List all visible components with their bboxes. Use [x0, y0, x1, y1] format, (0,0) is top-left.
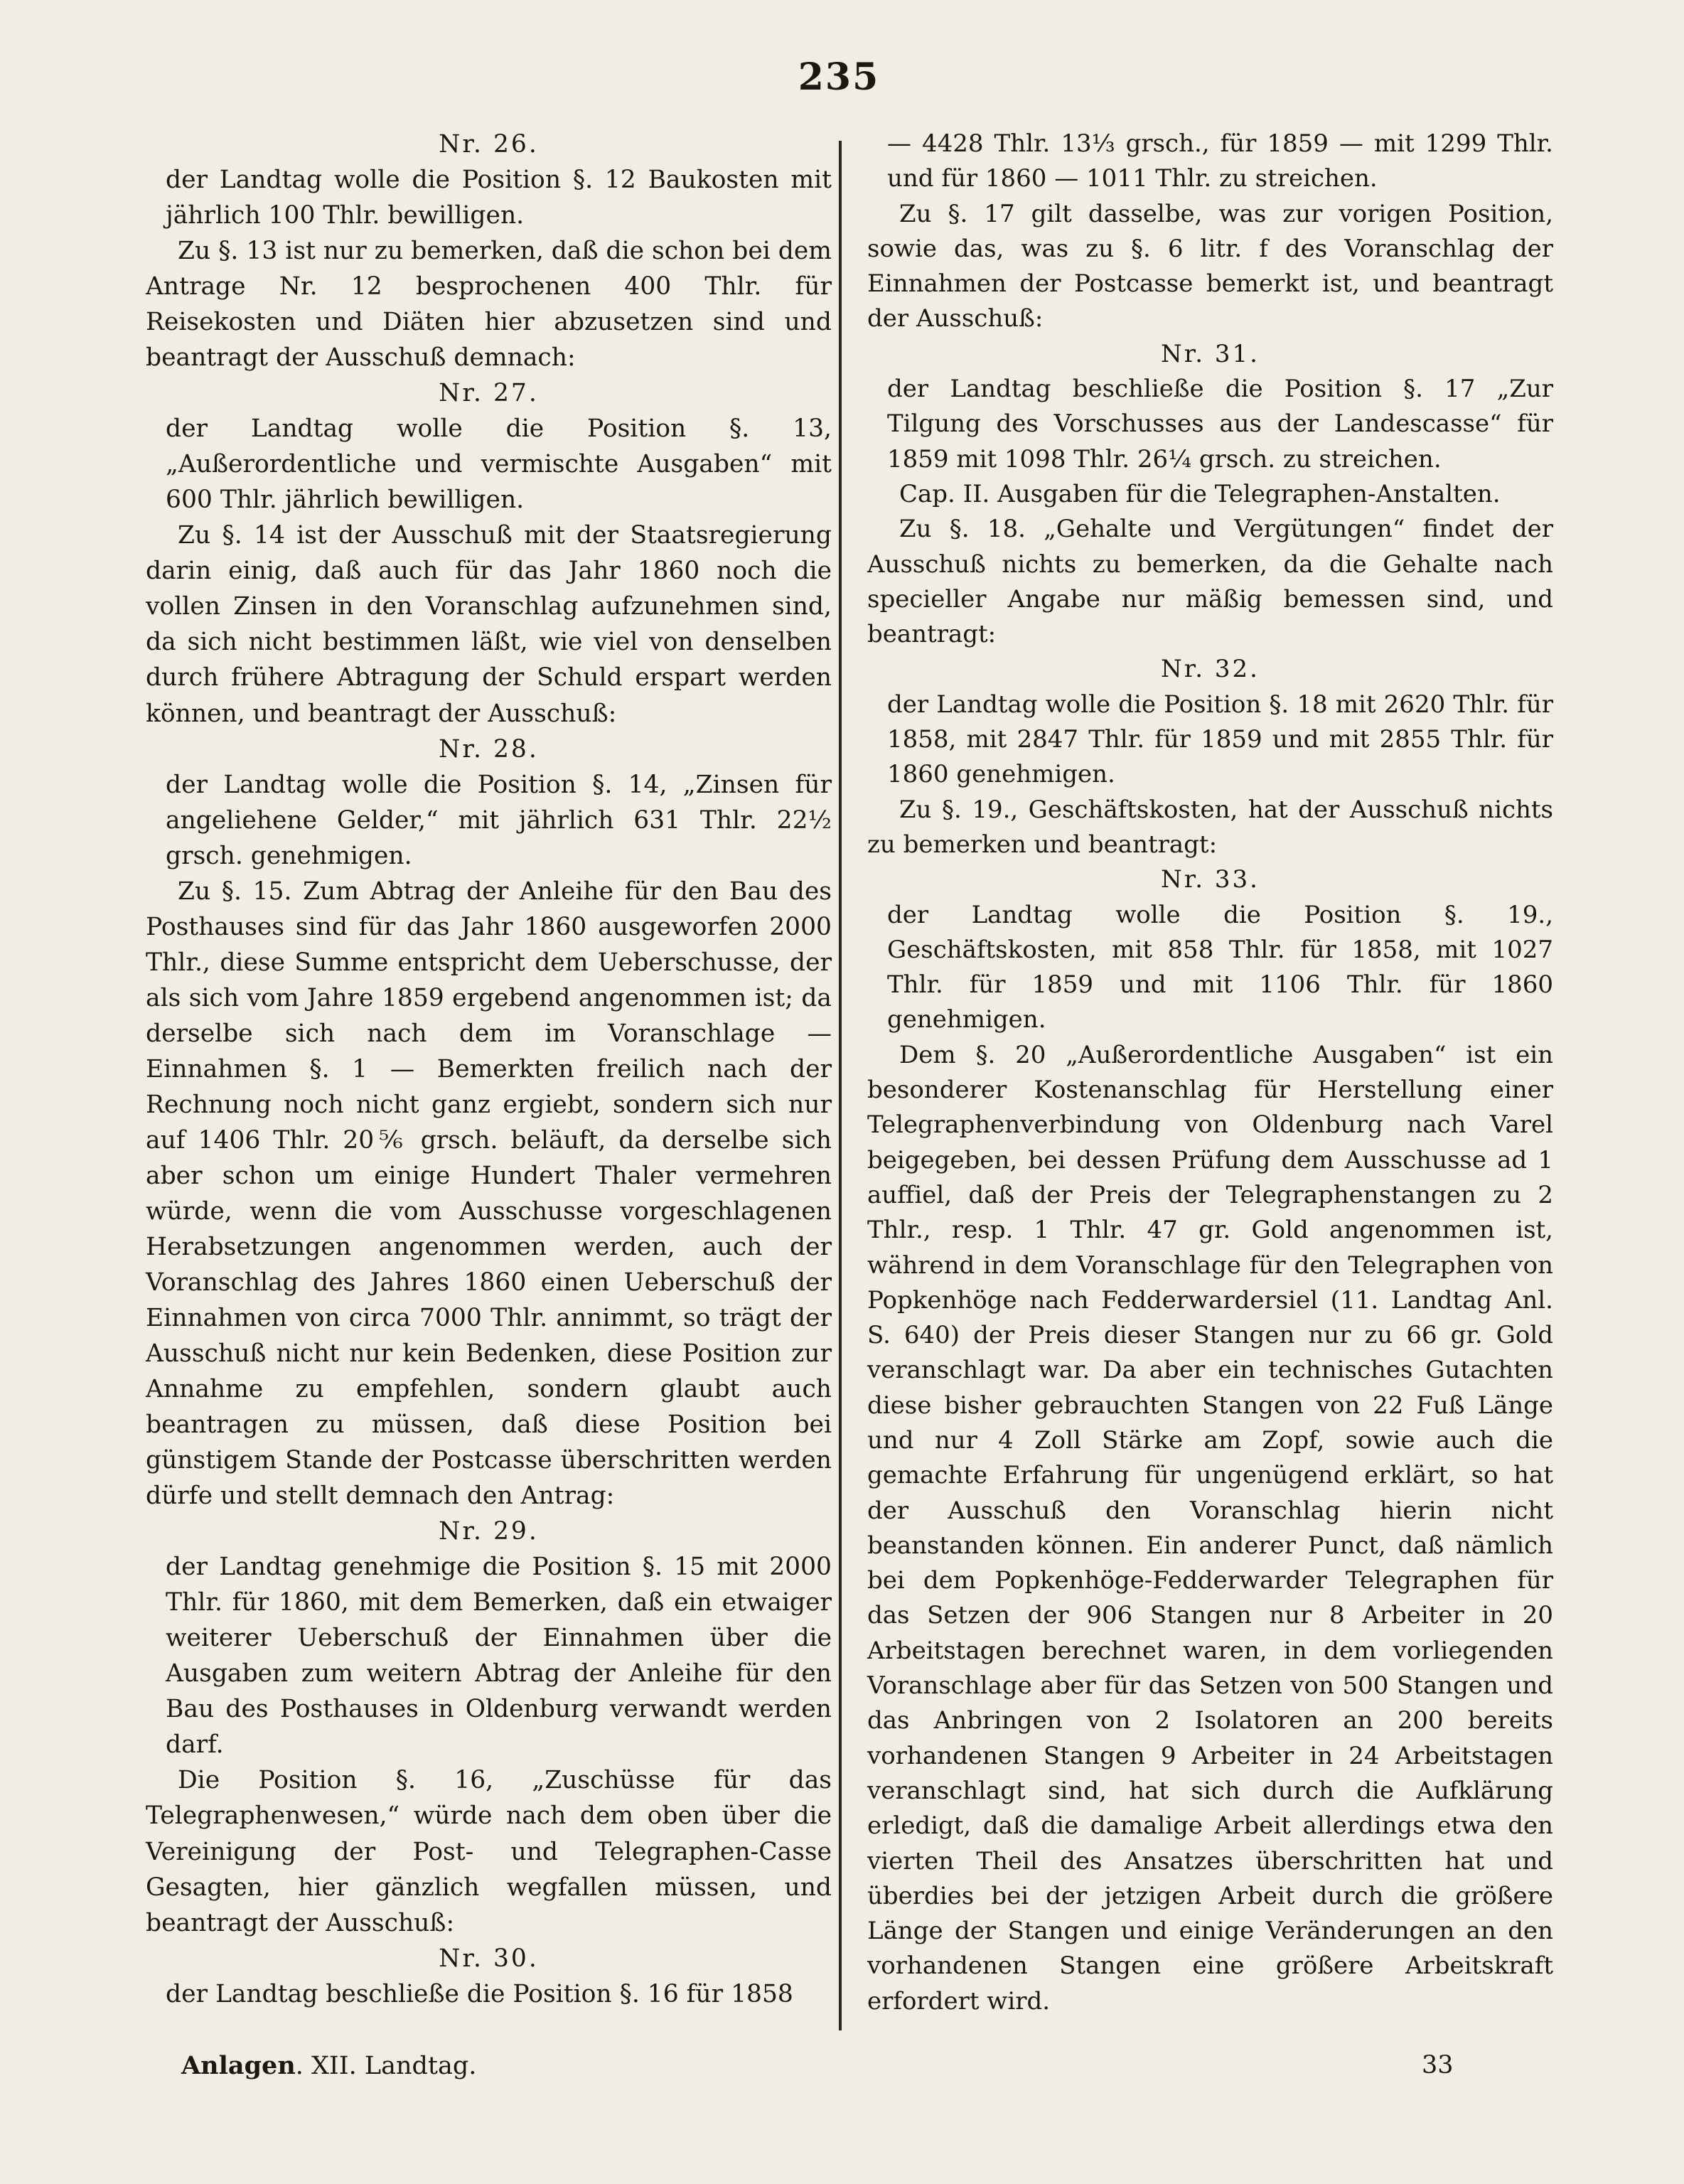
paragraph: Zu §. 14 ist der Ausschuß mit der Staatsregierung darin einig, daß auch für das Jahr 1860 noch die vollen Zinsen in den Voranschlag aufzunehmen sind, da sich nicht bestimmen läßt, wie viel von denselben durch frühere Abtragung der Schuld erspart werden können, und beantragt der Ausschuß:	[146, 521, 832, 728]
motion-number-heading: Nr. 28.	[439, 734, 539, 764]
paragraph: Cap. II. Ausgaben für die Telegraphen-Anstalten.	[899, 479, 1501, 508]
motion-number-heading: Nr. 31.	[1161, 339, 1260, 368]
paragraph: Zu §. 17 gilt dasselbe, was zur vorigen Position, sowie das, was zu §. 6 litr. f des Voranschlag der Einnahmen der Postcasse bemerkt ist, und beantragt der Ausschuß:	[867, 199, 1553, 333]
sheet-number: 33	[1422, 2051, 1454, 2079]
footer-title-bold: Anlagen	[181, 2051, 296, 2080]
page-number: 235	[798, 55, 880, 99]
motion-text: der Landtag wolle die Position §. 14, „Zinsen für angeliehene Gelder,“ mit jährlich 631 Thlr. 22½ grsch. genehmigen.	[166, 770, 832, 870]
motion-text: — 4428 Thlr. 13⅓ grsch., für 1859 — mit 1299 Thlr. und für 1860 — 1011 Thlr. zu streichen.	[887, 129, 1553, 193]
paragraph: Zu §. 19., Geschäftskosten, hat der Ausschuß nichts zu bemerken und beantragt:	[867, 795, 1553, 859]
motion-text: der Landtag wolle die Position §. 13, „Außerordentliche und vermischte Ausgaben“ mit 600 Thlr. jährlich bewilligen.	[166, 414, 832, 515]
motion-text: der Landtag beschließe die Position §. 17 „Zur Tilgung des Vorschusses aus der Landescasse“ für 1859 mit 1098 Thlr. 26¼ grsch. zu streichen.	[887, 375, 1553, 473]
paragraph: Zu §. 15. Zum Abtrag der Anleihe für den Bau des Posthauses sind für das Jahr 1860 ausgeworfen 2000 Thlr., diese Summe entspricht dem Ueberschusse, der als sich vom Jahre 1859 ergebend angenommen ist; da derselbe sich nach dem im Voranschlage — Einnahmen §. 1 — Bemerkten freilich nach der Rechnung noch nicht ganz ergiebt, sondern sich nur auf 1406 Thlr. 20⅚ grsch. beläuft, da derselbe sich aber schon um einige Hundert Thaler vermehren würde, wenn die vom Ausschusse vorgeschlagenen Herabsetzungen angenommen werden, auch der Voranschlag des Jahres 1860 einen Ueberschuß der Einnahmen von circa 7000 Thlr. annimmt, so trägt der Ausschuß nicht nur kein Bedenken, diese Position zur Annahme zu empfehlen, sondern glaubt auch beantragen zu müssen, daß diese Position bei günstigem Stande der Postcasse überschritten werden dürfe und stellt demnach den Antrag:	[146, 877, 832, 1511]
footer-title-rest: . XII. Landtag.	[295, 2052, 477, 2080]
right-column	[867, 127, 1553, 2019]
motion-number-heading: Nr. 33.	[1161, 865, 1260, 894]
motion-text: der Landtag genehmige die Position §. 15 mit 2000 Thlr. für 1860, mit dem Bemerken, daß ein etwaiger weiterer Ueberschuß der Einnahmen über die Ausgaben zum weitern Abtrag der Anleihe für den Bau des Posthauses in Oldenburg verwandt werden darf.	[166, 1553, 832, 1760]
motion-text: der Landtag wolle die Position §. 19., Geschäftskosten, mit 858 Thlr. für 1858, mit 1027 Thlr. für 1859 und mit 1106 Thlr. für 1860 genehmigen.	[887, 900, 1553, 1034]
motion-number-heading: Nr. 30.	[439, 1944, 539, 1973]
left-column	[146, 127, 832, 2012]
motion-number-heading: Nr. 29.	[439, 1517, 539, 1546]
motion-text: der Landtag wolle die Position §. 18 mit 2620 Thlr. für 1858, mit 2847 Thlr. für 1859 und mit 2855 Thlr. für 1860 genehmigen.	[887, 690, 1553, 789]
footer-title	[181, 2051, 476, 2080]
paragraph: Zu §. 13 ist nur zu bemerken, daß die schon bei dem Antrage Nr. 12 besprochenen 400 Thlr. für Reisekosten und Diäten hier abzusetzen sind und beantragt der Ausschuß demnach:	[146, 237, 832, 373]
motion-number-heading: Nr. 32.	[1161, 655, 1260, 684]
column-divider	[839, 141, 842, 2030]
paragraph: Die Position §. 16, „Zuschüsse für das Telegraphenwesen,“ würde nach dem oben über die Vereinigung der Post- und Telegraphen-Casse Gesagten, hier gänzlich wegfallen müssen, und beantragt der Ausschuß:	[146, 1766, 832, 1937]
paragraph: Zu §. 18. „Gehalte und Vergütungen“ findet der Ausschuß nichts zu bemerken, da die Gehalte nach specieller Angabe nur mäßig bemessen sind, und beantragt:	[867, 515, 1553, 649]
motion-text: der Landtag wolle die Position §. 12 Baukosten mit jährlich 100 Thlr. bewilligen.	[166, 166, 832, 230]
motion-number-heading: Nr. 26.	[439, 130, 539, 159]
paragraph: Dem §. 20 „Außerordentliche Ausgaben“ ist ein besonderer Kostenanschlag für Herstellung einer Telegraphenverbindung von Oldenburg nach Varel beigegeben, bei dessen Prüfung dem Ausschusse ad 1 auffiel, daß der Preis der Telegraphenstangen zu 2 Thlr., resp. 1 Thlr. 47 gr. Gold angenommen ist, während in dem Voranschlage für den Telegraphen von Popkenhöge nach Fedderwardersiel (11. Landtag Anl. S. 640) der Preis dieser Stangen nur zu 66 gr. Gold veranschlagt war. Da aber ein technisches Gutachten diese bisher gebrauchten Stangen von 22 Fuß Länge und nur 4 Zoll Stärke am Zopf, sowie auch die gemachte Erfahrung für ungenügend erklärt, so hat der Ausschuß den Voranschlag hierin nicht beanstanden können. Ein anderer Punct, daß nämlich bei dem Popkenhöge-Fedderwarder Telegraphen für das Setzen der 906 Stangen nur 8 Arbeiter in 20 Arbeitstagen berechnet waren, in dem vorliegenden Voranschlage aber für das Setzen von 500 Stangen und das Anbringen von 2 Isolatoren an 200 bereits vorhandenen Stangen 9 Arbeiter in 24 Arbeitstagen veranschlagt sind, hat sich durch die Aufklärung erledigt, daß die damalige Arbeit allerdings etwa den vierten Theil des Ansatzes überschritten hat und überdies bei der jetzigen Arbeit durch die größere Länge der Stangen und einige Veränderungen an den vorhandenen Stangen eine größere Arbeitskraft erfordert wird.	[867, 1040, 1553, 2016]
motion-text: der Landtag beschließe die Position §. 16 für 1858	[166, 1979, 793, 2008]
motion-number-heading: Nr. 27.	[439, 379, 539, 408]
